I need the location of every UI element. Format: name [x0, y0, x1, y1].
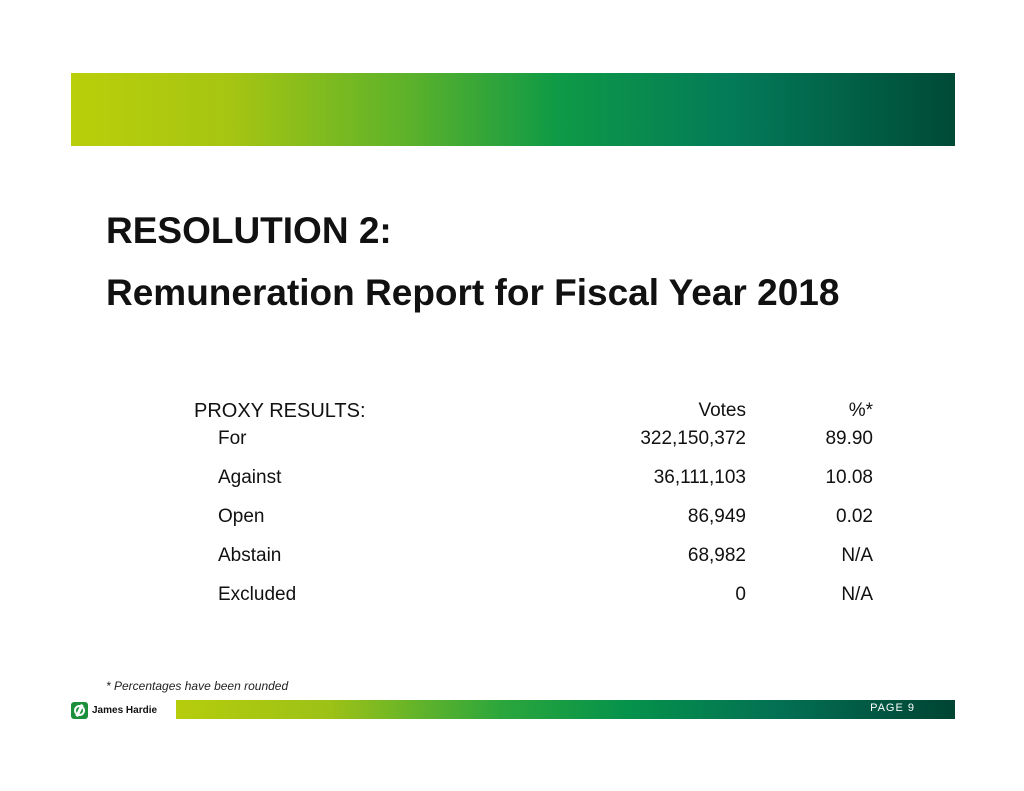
- title-block: [106, 205, 839, 319]
- row-votes: 86,949: [687, 506, 746, 527]
- row-label: Against: [218, 467, 282, 488]
- table-row: [194, 467, 884, 506]
- logo-mark-icon: [71, 702, 88, 719]
- table-header-row: [194, 400, 884, 428]
- table-row: [194, 584, 884, 623]
- row-label: For: [218, 428, 247, 449]
- row-votes: 36,111,103: [653, 467, 746, 488]
- resolution-subtitle: Remuneration Report for Fiscal Year 2018: [106, 272, 840, 313]
- james-hardie-logo: [71, 700, 157, 720]
- page-number: PAGE 9: [870, 702, 915, 714]
- row-percent: N/A: [841, 584, 873, 605]
- proxy-results-table: [194, 400, 884, 623]
- row-label: Abstain: [218, 545, 282, 566]
- row-percent: 10.08: [825, 467, 873, 488]
- proxy-results-label: PROXY RESULTS:: [194, 400, 366, 422]
- row-votes: 68,982: [687, 545, 746, 566]
- row-percent: 89.90: [825, 428, 873, 449]
- row-votes: 322,150,372: [640, 428, 746, 449]
- table-row: [194, 545, 884, 584]
- row-label: Excluded: [218, 584, 297, 605]
- percent-column-header: %*: [848, 400, 873, 421]
- row-label: Open: [218, 506, 265, 527]
- row-votes: 0: [735, 584, 746, 605]
- logo-text: James Hardie: [92, 704, 158, 716]
- row-percent: 0.02: [836, 506, 873, 527]
- resolution-heading: RESOLUTION 2:: [106, 210, 392, 251]
- row-percent: N/A: [841, 545, 873, 566]
- table-row: [194, 428, 884, 467]
- footnote: * Percentages have been rounded: [106, 679, 289, 693]
- table-row: [194, 506, 884, 545]
- votes-column-header: Votes: [698, 400, 746, 421]
- footer-gradient-bar: [176, 700, 955, 719]
- top-gradient-banner: [71, 73, 955, 146]
